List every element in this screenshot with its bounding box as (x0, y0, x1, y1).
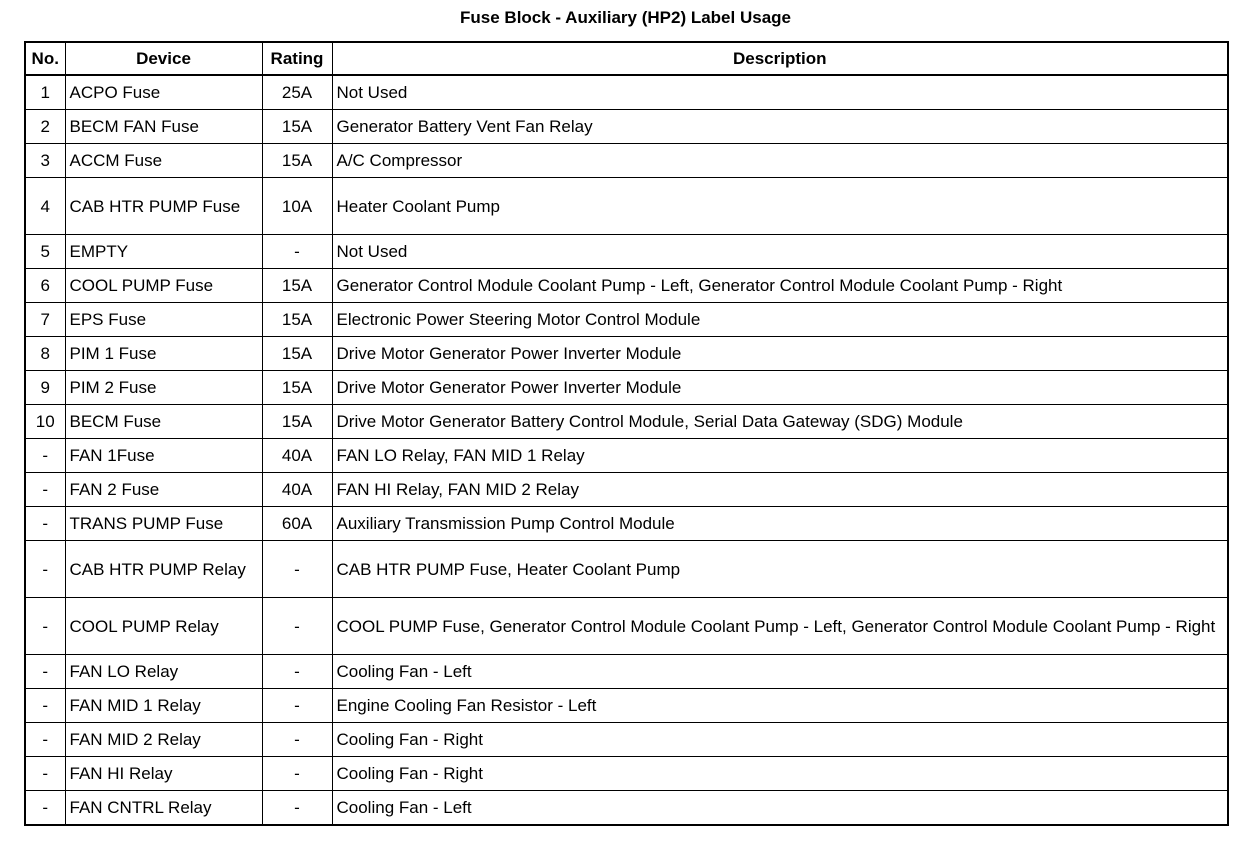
cell-no: - (25, 723, 65, 757)
cell-rating: - (262, 757, 332, 791)
table-header-row (25, 42, 1228, 75)
table-row (25, 110, 1228, 144)
cell-description: CAB HTR PUMP Fuse, Heater Coolant Pump (332, 541, 1228, 598)
table-row (25, 405, 1228, 439)
cell-device: PIM 1 Fuse (65, 337, 262, 371)
cell-rating: 15A (262, 337, 332, 371)
cell-no: 3 (25, 144, 65, 178)
table-row (25, 541, 1228, 598)
cell-no: 1 (25, 75, 65, 110)
cell-device: ACCM Fuse (65, 144, 262, 178)
cell-device: COOL PUMP Fuse (65, 269, 262, 303)
cell-description: A/C Compressor (332, 144, 1228, 178)
column-header-device: Device (65, 42, 262, 75)
cell-no: - (25, 655, 65, 689)
cell-description: Cooling Fan - Right (332, 757, 1228, 791)
cell-rating: 15A (262, 371, 332, 405)
cell-rating: 25A (262, 75, 332, 110)
table-row (25, 598, 1228, 655)
cell-rating: 40A (262, 439, 332, 473)
cell-description: Drive Motor Generator Power Inverter Module (332, 371, 1228, 405)
cell-device: BECM Fuse (65, 405, 262, 439)
cell-rating: - (262, 689, 332, 723)
cell-description: FAN HI Relay, FAN MID 2 Relay (332, 473, 1228, 507)
cell-description: Drive Motor Generator Power Inverter Module (332, 337, 1228, 371)
table-row (25, 473, 1228, 507)
cell-device: TRANS PUMP Fuse (65, 507, 262, 541)
table-row (25, 757, 1228, 791)
cell-device: FAN MID 1 Relay (65, 689, 262, 723)
cell-device: FAN CNTRL Relay (65, 791, 262, 826)
cell-description: Electronic Power Steering Motor Control Module (332, 303, 1228, 337)
table-row (25, 371, 1228, 405)
cell-no: - (25, 439, 65, 473)
cell-no: 10 (25, 405, 65, 439)
cell-no: 4 (25, 178, 65, 235)
cell-rating: 10A (262, 178, 332, 235)
cell-rating: - (262, 235, 332, 269)
cell-rating: 60A (262, 507, 332, 541)
cell-no: 9 (25, 371, 65, 405)
cell-device: EPS Fuse (65, 303, 262, 337)
cell-device: COOL PUMP Relay (65, 598, 262, 655)
cell-description: FAN LO Relay, FAN MID 1 Relay (332, 439, 1228, 473)
cell-no: - (25, 473, 65, 507)
cell-no: - (25, 598, 65, 655)
table-row (25, 303, 1228, 337)
cell-no: 6 (25, 269, 65, 303)
cell-no: 8 (25, 337, 65, 371)
table-row (25, 178, 1228, 235)
cell-rating: 15A (262, 405, 332, 439)
table-row (25, 337, 1228, 371)
table-row (25, 235, 1228, 269)
cell-device: EMPTY (65, 235, 262, 269)
cell-rating: 15A (262, 144, 332, 178)
table-row (25, 75, 1228, 110)
table-row (25, 689, 1228, 723)
cell-description: Not Used (332, 75, 1228, 110)
cell-device: FAN 1Fuse (65, 439, 262, 473)
cell-description: Cooling Fan - Left (332, 791, 1228, 826)
cell-description: Cooling Fan - Right (332, 723, 1228, 757)
cell-device: FAN MID 2 Relay (65, 723, 262, 757)
cell-rating: 15A (262, 269, 332, 303)
table-row (25, 269, 1228, 303)
cell-no: - (25, 541, 65, 598)
cell-description: Drive Motor Generator Battery Control Module, Serial Data Gateway (SDG) Module (332, 405, 1228, 439)
cell-device: BECM FAN Fuse (65, 110, 262, 144)
cell-no: - (25, 507, 65, 541)
fuse-usage-table (24, 41, 1229, 826)
column-header-description: Description (332, 42, 1228, 75)
table-row (25, 723, 1228, 757)
cell-description: Engine Cooling Fan Resistor - Left (332, 689, 1228, 723)
table-row (25, 655, 1228, 689)
cell-description: Generator Battery Vent Fan Relay (332, 110, 1228, 144)
cell-description: Heater Coolant Pump (332, 178, 1228, 235)
cell-device: PIM 2 Fuse (65, 371, 262, 405)
table-row (25, 144, 1228, 178)
table-row (25, 507, 1228, 541)
cell-device: FAN 2 Fuse (65, 473, 262, 507)
cell-no: 7 (25, 303, 65, 337)
cell-device: FAN HI Relay (65, 757, 262, 791)
table-row (25, 439, 1228, 473)
cell-rating: - (262, 791, 332, 826)
cell-rating: 40A (262, 473, 332, 507)
cell-rating: - (262, 723, 332, 757)
cell-description: Auxiliary Transmission Pump Control Module (332, 507, 1228, 541)
cell-rating: 15A (262, 303, 332, 337)
cell-no: - (25, 689, 65, 723)
cell-device: CAB HTR PUMP Relay (65, 541, 262, 598)
page-title: Fuse Block - Auxiliary (HP2) Label Usage (460, 8, 791, 27)
cell-no: - (25, 791, 65, 826)
cell-description: COOL PUMP Fuse, Generator Control Module Coolant Pump - Left, Generator Control Module Coolant Pump - Right (332, 598, 1228, 655)
cell-description: Generator Control Module Coolant Pump - Left, Generator Control Module Coolant Pump - Right (332, 269, 1228, 303)
cell-description: Not Used (332, 235, 1228, 269)
cell-description: Cooling Fan - Left (332, 655, 1228, 689)
cell-no: 5 (25, 235, 65, 269)
cell-rating: - (262, 598, 332, 655)
table-row (25, 791, 1228, 826)
cell-device: FAN LO Relay (65, 655, 262, 689)
cell-device: ACPO Fuse (65, 75, 262, 110)
cell-no: 2 (25, 110, 65, 144)
cell-rating: 15A (262, 110, 332, 144)
cell-device: CAB HTR PUMP Fuse (65, 178, 262, 235)
cell-rating: - (262, 541, 332, 598)
cell-rating: - (262, 655, 332, 689)
column-header-no: No. (25, 42, 65, 75)
column-header-rating: Rating (262, 42, 332, 75)
cell-no: - (25, 757, 65, 791)
